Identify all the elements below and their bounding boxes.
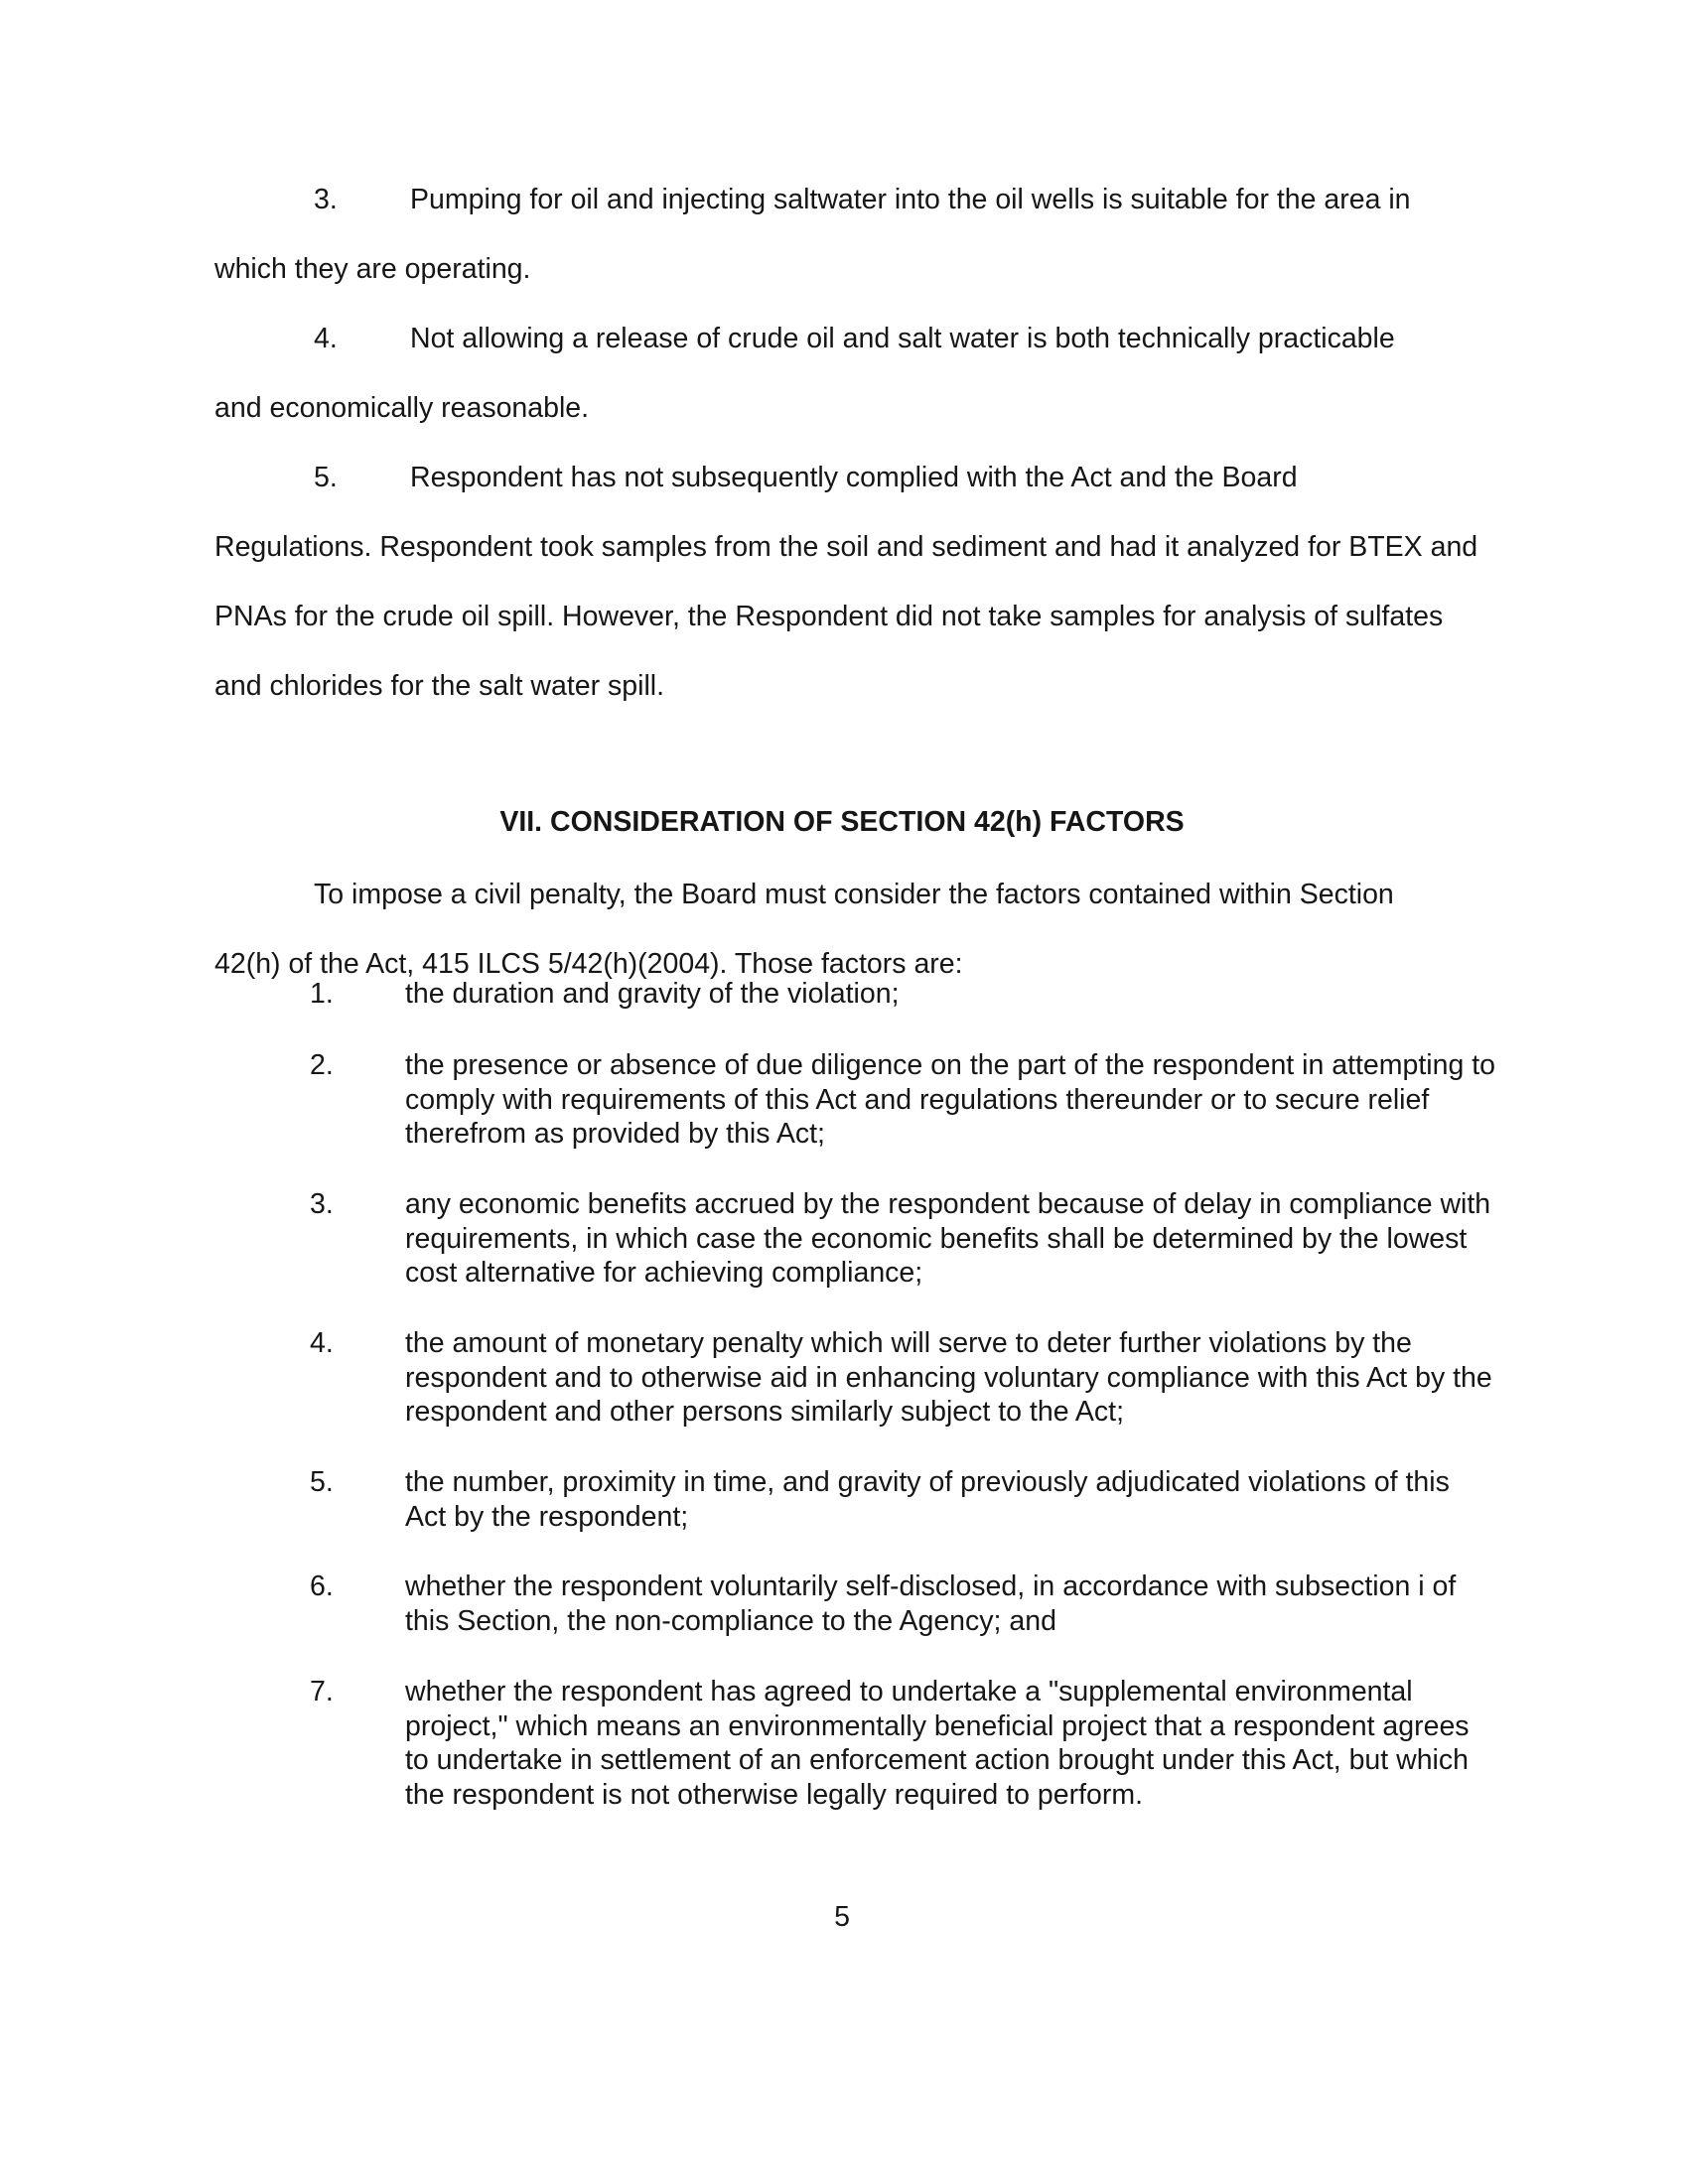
factor-number: 6. — [310, 1570, 334, 1602]
intro-first-line: To impose a civil penalty, the Board must consider the factors contained within Section — [314, 879, 1394, 910]
paragraph-first-line: Respondent has not subsequently complied with the Act and the Board — [410, 462, 1298, 493]
factor-number: 4. — [310, 1327, 334, 1359]
paragraph-continuation: and economically reasonable. — [214, 392, 590, 424]
factor-item — [214, 1326, 1495, 1430]
paragraph-continuation: Regulations. Respondent took samples from the soil and sediment and had it analyzed for BTEX and PNAs for the crude oil spill. However, the Respondent did not take samples for analysis of sulfates and chlorides for the salt water spill. — [214, 531, 1478, 702]
paragraph-continuation: which they are operating. — [214, 253, 531, 285]
factor-item — [214, 1570, 1495, 1638]
factor-number: 2. — [310, 1049, 334, 1081]
factor-text: whether the respondent voluntarily self-disclosed, in accordance with subsection i of this Section, the non-compliance to the Agency; and — [405, 1570, 1457, 1637]
factor-item — [214, 977, 1495, 1012]
factor-text: any economic benefits accrued by the respondent because of delay in compliance with requirements, in which case the economic benefits shall be determined by the lowest cost alternative for achieving compliance; — [405, 1188, 1491, 1289]
paragraph-first-line: Pumping for oil and injecting saltwater into the oil wells is suitable for the area in — [410, 184, 1411, 215]
factor-number: 3. — [310, 1188, 334, 1220]
page-number: 5 — [834, 1901, 850, 1933]
factor-number: 7. — [310, 1676, 334, 1707]
paragraph-number: 3. — [314, 184, 338, 215]
factor-text: whether the respondent has agreed to undertake a "supplemental environmental project," which means an environmentally beneficial project that a respondent agrees to undertake in settlement of an enforcement action brought under this Act, but which the respondent is not otherwise legally required to perform. — [405, 1676, 1470, 1811]
paragraph-3 — [214, 165, 1491, 304]
paragraph-5 — [214, 443, 1491, 721]
paragraph-4 — [214, 304, 1491, 443]
section-heading: VII. CONSIDERATION OF SECTION 42(h) FACTORS — [499, 806, 1185, 838]
paragraph-first-line: Not allowing a release of crude oil and salt water is both technically practicable — [410, 323, 1395, 354]
factor-item — [214, 1187, 1495, 1291]
paragraph-number: 4. — [314, 323, 338, 354]
factor-number: 5. — [310, 1466, 334, 1498]
factor-item — [214, 1048, 1495, 1152]
intro-continuation: 42(h) of the Act, 415 ILCS 5/42(h)(2004). Those factors are: — [214, 948, 963, 980]
paragraph-number: 5. — [314, 462, 338, 493]
factor-item — [214, 1465, 1495, 1534]
factor-text: the presence or absence of due diligence on the part of the respondent in attempting to comply with requirements of this Act and regulations thereunder or to secure relief therefrom as provided by this Act; — [405, 1049, 1496, 1150]
factor-text: the number, proximity in time, and gravity of previously adjudicated violations of this Act by the respondent; — [405, 1466, 1450, 1533]
factor-text: the amount of monetary penalty which will serve to deter further violations by the respondent and to otherwise aid in enhancing voluntary compliance with this Act by the respondent and other persons similarly subject to the Act; — [405, 1327, 1492, 1428]
factor-item — [214, 1675, 1495, 1812]
factor-text: the duration and gravity of the violation; — [405, 978, 900, 1010]
factor-number: 1. — [310, 978, 334, 1010]
